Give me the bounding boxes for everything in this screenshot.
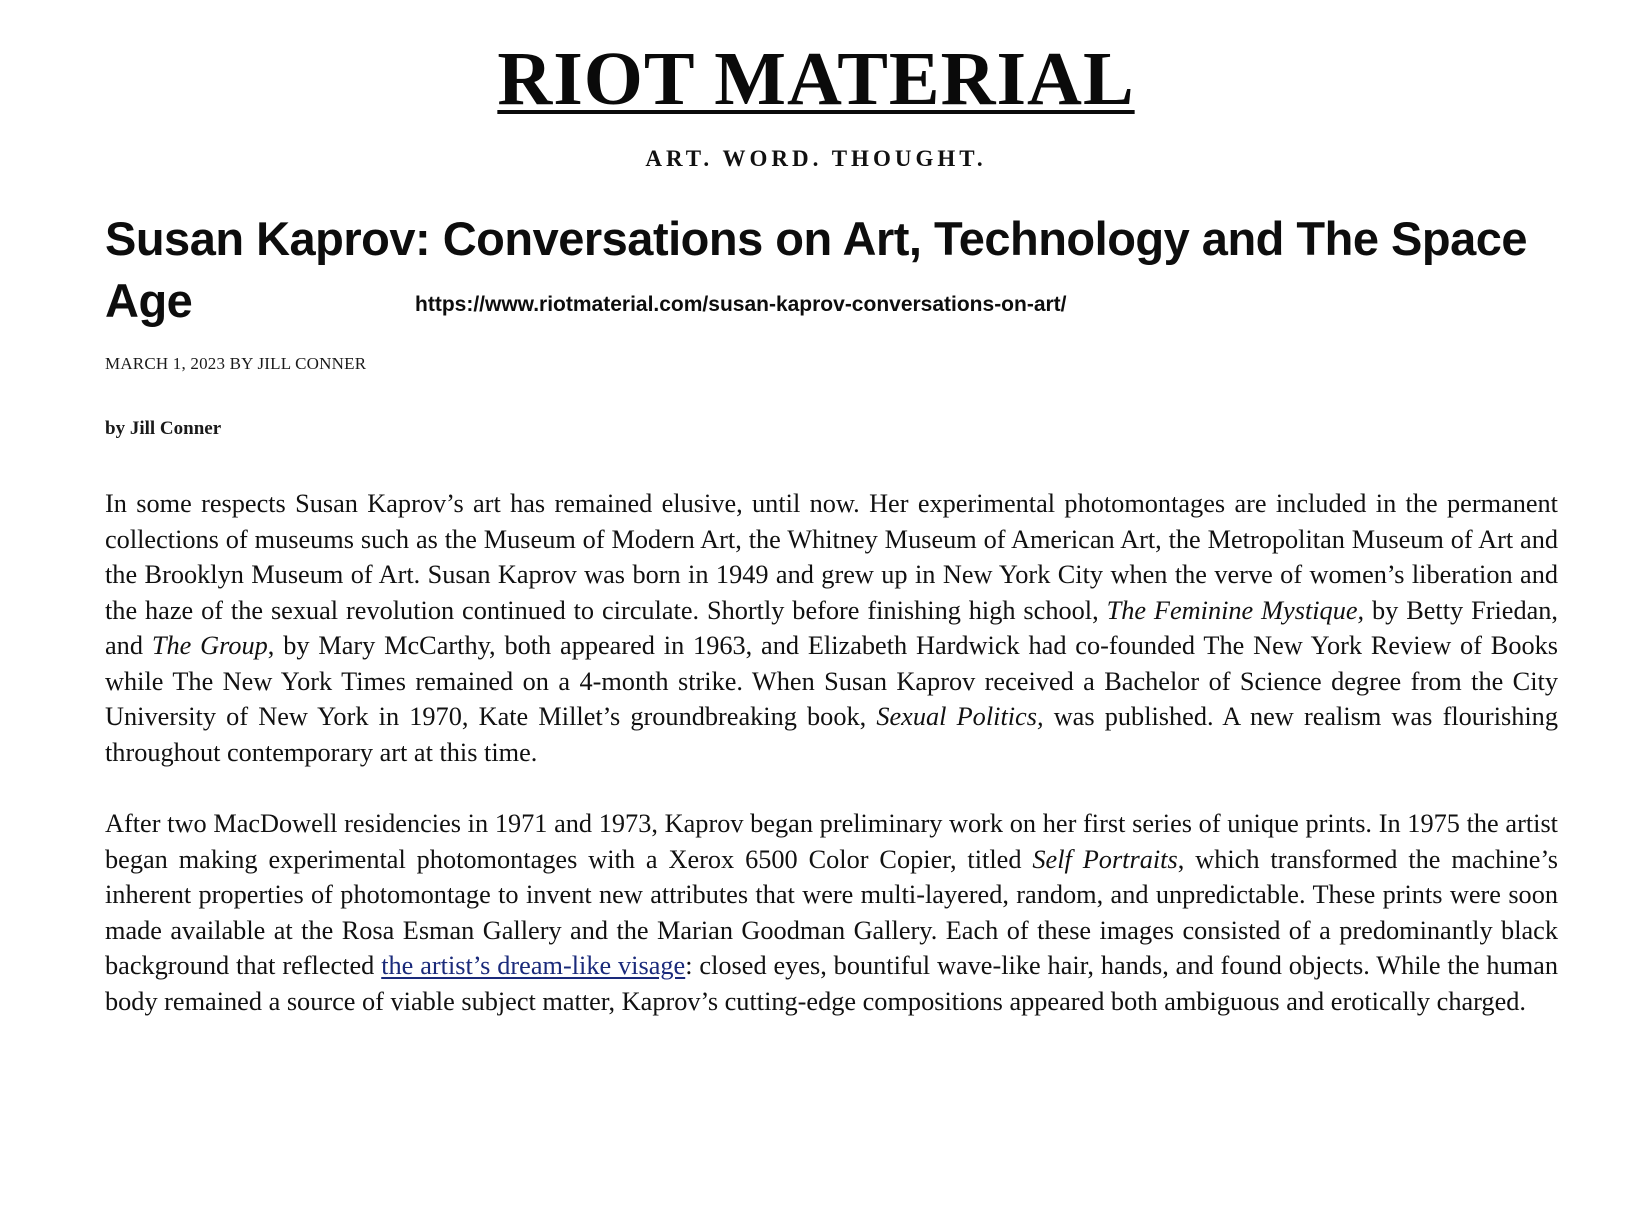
series-title-self-portraits: Self Portraits (1032, 844, 1178, 874)
article-title: Susan Kaprov: Conversations on Art, Technology and The Space Age (105, 212, 1528, 327)
text-run: In some respects Susan Kaprov’s art has remained elusive, until now. Her experimental photomontages are included in the permanent collections of museums such as the Museum of Modern Art, the Whitney Museum of American Art, the Metropolitan Museum of Art and the Brooklyn Museum of Art. Susan Kaprov was born in 1949 and grew up in New York City when the verve of women’s liberation and the haze of the sexual revolution continued to circulate. Shortly before finishing high school, (105, 489, 1558, 625)
text-run: : closed eyes, bountiful wave-like hair, hands, and found objects. While the human body remained a source of viable subject matter, Kaprov’s cutting-edge compositions appeared both ambiguous and erotically charged. (105, 951, 1558, 1016)
site-tagline: ART. WORD. THOUGHT. (645, 146, 987, 171)
body-paragraph (105, 806, 1558, 1019)
article-body (105, 486, 1558, 1019)
book-title-the-group: The Group (151, 631, 268, 660)
masthead (0, 38, 1632, 120)
body-paragraph (105, 486, 1558, 770)
book-title-feminine-mystique: The Feminine Mystique, (1106, 595, 1365, 625)
dream-like-visage-link[interactable]: the artist’s dream-like visage (381, 951, 686, 980)
text-run: was published. A new realism was flourishing throughout contemporary art at this time. (105, 702, 1558, 767)
book-title-sexual-politics: Sexual Politics, (876, 702, 1044, 731)
article-byline: by Jill Conner (105, 418, 222, 439)
text-run: by Betty Friedan, and (105, 595, 1558, 660)
text-run: After two MacDowell residencies in 1971 and 1973, Kaprov began preliminary work on her first series of unique prints. In 1975 the artist began making experimental photomontages with a Xerox 6500 Color Copier, titled (105, 809, 1558, 874)
text-run: , by Mary McCarthy, both appeared in 1963, and Elizabeth Hardwick had co-founded The New York Review of Books while The New York Times remained on a 4-month strike. When Susan Kaprov received a Bachelor of Science degree from the City University of New York in 1970, Kate Millet’s groundbreaking book, (105, 631, 1559, 731)
text-run: , which transformed the machine’s inherent properties of photomontage to invent new attributes that were multi-layered, random, and unpredictable. These prints were soon made available at the Rosa Esman Gallery and the Marian Goodman Gallery. Each of these images consisted of a predominantly black background that reflected (105, 844, 1558, 980)
source-url: https://www.riotmaterial.com/susan-kaprov-conversations-on-art/ (415, 293, 1067, 316)
article-meta: MARCH 1, 2023 BY JILL CONNER (105, 354, 367, 373)
site-title-link[interactable]: RIOT MATERIAL (497, 37, 1135, 121)
